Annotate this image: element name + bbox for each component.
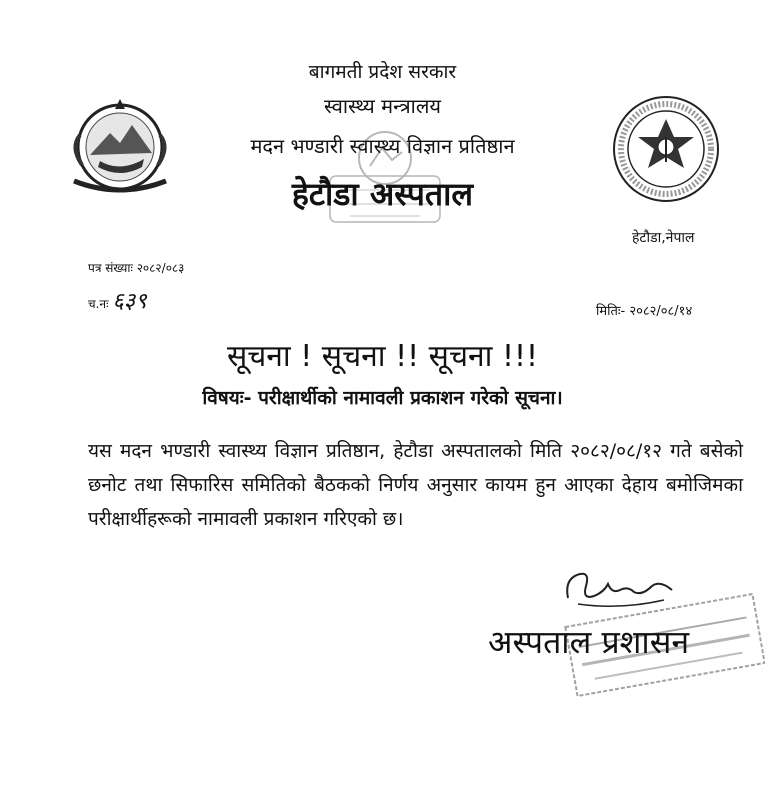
hospital-name: हेटौडा अस्पताल xyxy=(291,175,474,213)
ministry-name: स्वास्थ्य मन्त्रालय xyxy=(324,94,441,118)
signature-icon xyxy=(560,560,680,620)
signatory-title: अस्पताल प्रशासन xyxy=(488,623,690,661)
notice-subject: विषयः- परीक्षार्थीको नामावली प्रकाशन गरेको सूचना। xyxy=(202,387,563,409)
government-name: बागमती प्रदेश सरकार xyxy=(308,61,457,83)
academy-name: मदन भण्डारी स्वास्थ्य विज्ञान प्रतिष्ठान xyxy=(250,134,515,158)
notice-body: यस मदन भण्डारी स्वास्थ्य विज्ञान प्रतिष्ठान, हेटौडा अस्पतालको मिति २०८२/०८/१२ गते बसेको छनोट तथा सिफारिस समितिको बैठकको निर्णय अनुसार कायम हुन आएका देहाय बमोजिमका परीक्षार्थीहरूको नामावली प्रकाशन गरिएको छ। xyxy=(88,440,743,530)
letter-date: मितिः- २०८२/०८/१४ xyxy=(596,304,693,319)
location-text: हेटौडा,नेपाल xyxy=(632,230,695,246)
dispatch-number xyxy=(88,285,147,315)
dispatch-number-label: च.नः xyxy=(88,297,109,311)
notice-title: सूचना ! सूचना !! सूचना !!! xyxy=(226,339,539,374)
dispatch-number-value: ६३९ xyxy=(112,289,147,314)
letter-number: पत्र संख्याः २०८२/०८३ xyxy=(88,261,185,275)
